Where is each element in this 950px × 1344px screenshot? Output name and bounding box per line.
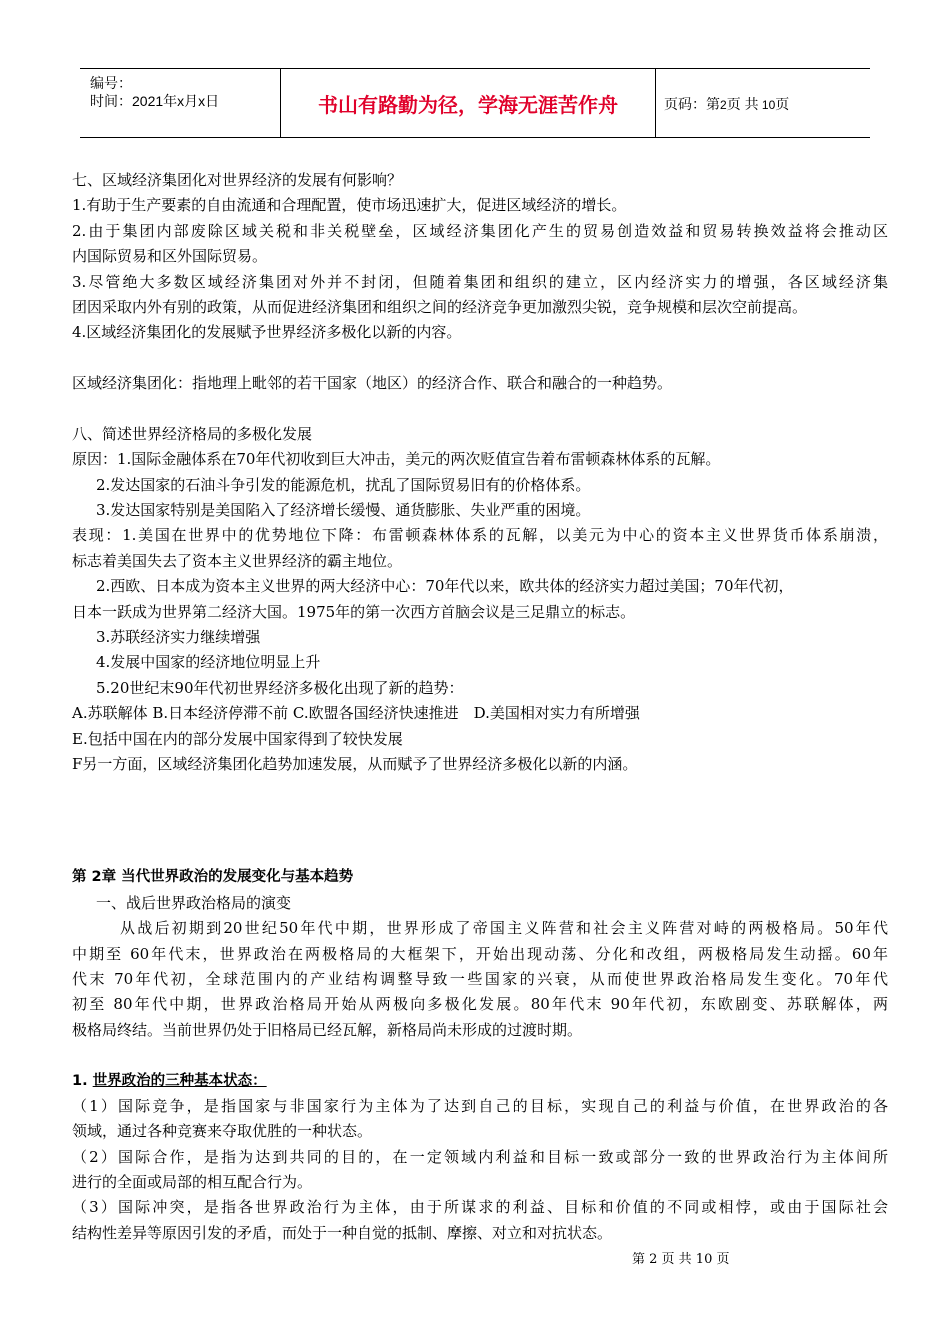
paragraph: 中期至 60年代末，世界政治在两极格局的大框架下，开始出现动荡、分化和改组，两极格局发生动摇。60年 [72, 944, 888, 963]
definition: 区域经济集团化：指地理上毗邻的若干国家（地区）的经济合作、联合和融合的一种趋势。 [72, 374, 673, 393]
paragraph: （3）国际冲突，是指各世界政治行为主体，由于所谋求的利益、目标和价值的不同或相悖，或由于国际社会 [72, 1198, 888, 1217]
paragraph: A.苏联解体 B.日本经济停滞不前 C.欧盟各国经济快速推进 D.美国相对实力有所增强 [72, 704, 640, 723]
paragraph: 进行的全面或局部的相互配合行为。 [72, 1173, 313, 1192]
paragraph: 3.尽管绝大多数区域经济集团对外并不封闭，但随着集团和组织的建立，区内经济实力的增强，各区域经济集 [72, 272, 888, 291]
paragraph: 1.有助于生产要素的自由流通和合理配置，使市场迅速扩大，促进区域经济的增长。 [72, 196, 627, 215]
header-table [80, 68, 870, 138]
paragraph: 代末 70年代初，全球范围内的产业结构调整导致一些国家的兴衰，从而使世界政治格局发生变化。70年代 [72, 969, 888, 988]
page-indicator: 页码：第2页 共 10页 [664, 96, 790, 112]
paragraph: （2）国际合作，是指为达到共同的目的，在一定领域内利益和目标一致或部分一致的世界政治行为主体间所 [72, 1147, 888, 1166]
section-7-title: 七、区域经济集团化对世界经济的发展有何影响？ [72, 171, 403, 189]
header-cell-meta [80, 69, 281, 137]
motto: 书山有路勤为径，学海无涯苦作舟 [318, 93, 618, 117]
page-footer: 第 2 页 共 10 页 [632, 1252, 730, 1267]
paragraph: F另一方面，区域经济集团化趋势加速发展，从而赋予了世界经济多极化以新的内涵。 [72, 754, 638, 773]
paragraph: 3.发达国家特别是美国陷入了经济增长缓慢、通货膨胀、失业严重的困境。 [96, 501, 591, 520]
header-cell-motto [281, 69, 656, 137]
paragraph: 5.20世纪末90年代初世界经济多极化出现了新的趋势： [96, 678, 464, 697]
paragraph: 极格局终结。当前世界仍处于旧格局已经瓦解，新格局尚未形成的过渡时期。 [72, 1020, 583, 1039]
paragraph: 4.区域经济集团化的发展赋予世界经济多极化以新的内容。 [72, 323, 462, 342]
heading-three-states: 1. 世界政治的三种基本状态： [72, 1072, 267, 1089]
paragraph: 结构性差异等原因引发的矛盾，而处于一种自觉的抵制、摩擦、对立和对抗状态。 [72, 1223, 613, 1242]
paragraph: 3.苏联经济实力继续增强 [96, 628, 261, 647]
paragraph: 团因采取内外有别的政策，从而促进经济集团和组织之间的经济竞争更加激烈尖锐，竞争规模和层次空前提高。 [72, 297, 808, 316]
section-8-title: 八、简述世界经济格局的多极化发展 [72, 424, 313, 443]
paragraph: E.包括中国在内的部分发展中国家得到了较快发展 [72, 729, 403, 748]
paragraph: 日本一跃成为世界第二经济大国。1975年的第一次西方首脑会议是三足鼎立的标志。 [72, 602, 636, 621]
paragraph: 初至 80年代中期，世界政治格局开始从两极向多极化发展。80年代末 90年代初，东欧剧变、苏联解体，两 [72, 995, 888, 1014]
paragraph: 领域，通过各种竞赛来夺取优胜的一种状态。 [72, 1122, 373, 1141]
number-label: 编号： [90, 75, 132, 91]
time-label: 时间：2021年x月x日 [90, 93, 220, 109]
chapter-2-title: 第 2章 当代世界政治的发展变化与基本趋势 [72, 869, 354, 886]
header-cell-page [656, 69, 870, 137]
paragraph: 2.西欧、日本成为资本主义世界的两大经济中心：70年代以来，欧共体的经济实力超过美国；70年代初， [96, 577, 794, 596]
paragraph: 2.由于集团内部废除区域关税和非关税壁垒，区域经济集团化产生的贸易创造效益和贸易转换效益将会推动区 [72, 221, 888, 240]
paragraph: 表现：1.美国在世界中的优势地位下降：布雷顿森林体系的瓦解，以美元为中心的资本主义世界货币体系崩溃， [72, 526, 888, 545]
paragraph: 标志着美国失去了资本主义世界经济的霸主地位。 [72, 551, 403, 570]
paragraph: 从战后初期到20世纪50年代中期，世界形成了帝国主义阵营和社会主义阵营对峙的两极格局。50年代 [120, 919, 888, 938]
subsection-title: 一、战后世界政治格局的演变 [96, 893, 292, 912]
paragraph: 内国际贸易和区外国际贸易。 [72, 247, 268, 266]
paragraph: 2.发达国家的石油斗争引发的能源危机，扰乱了国际贸易旧有的价格体系。 [96, 475, 591, 494]
document-body [72, 168, 888, 1246]
paragraph: 原因：1.国际金融体系在70年代初收到巨大冲击，美元的两次贬值宣告着布雷顿森林体系的瓦解。 [72, 450, 721, 469]
paragraph: 4.发展中国家的经济地位明显上升 [96, 653, 321, 672]
paragraph: （1）国际竞争，是指国家与非国家行为主体为了达到自己的目标，实现自己的利益与价值，在世界政治的各 [72, 1096, 888, 1115]
